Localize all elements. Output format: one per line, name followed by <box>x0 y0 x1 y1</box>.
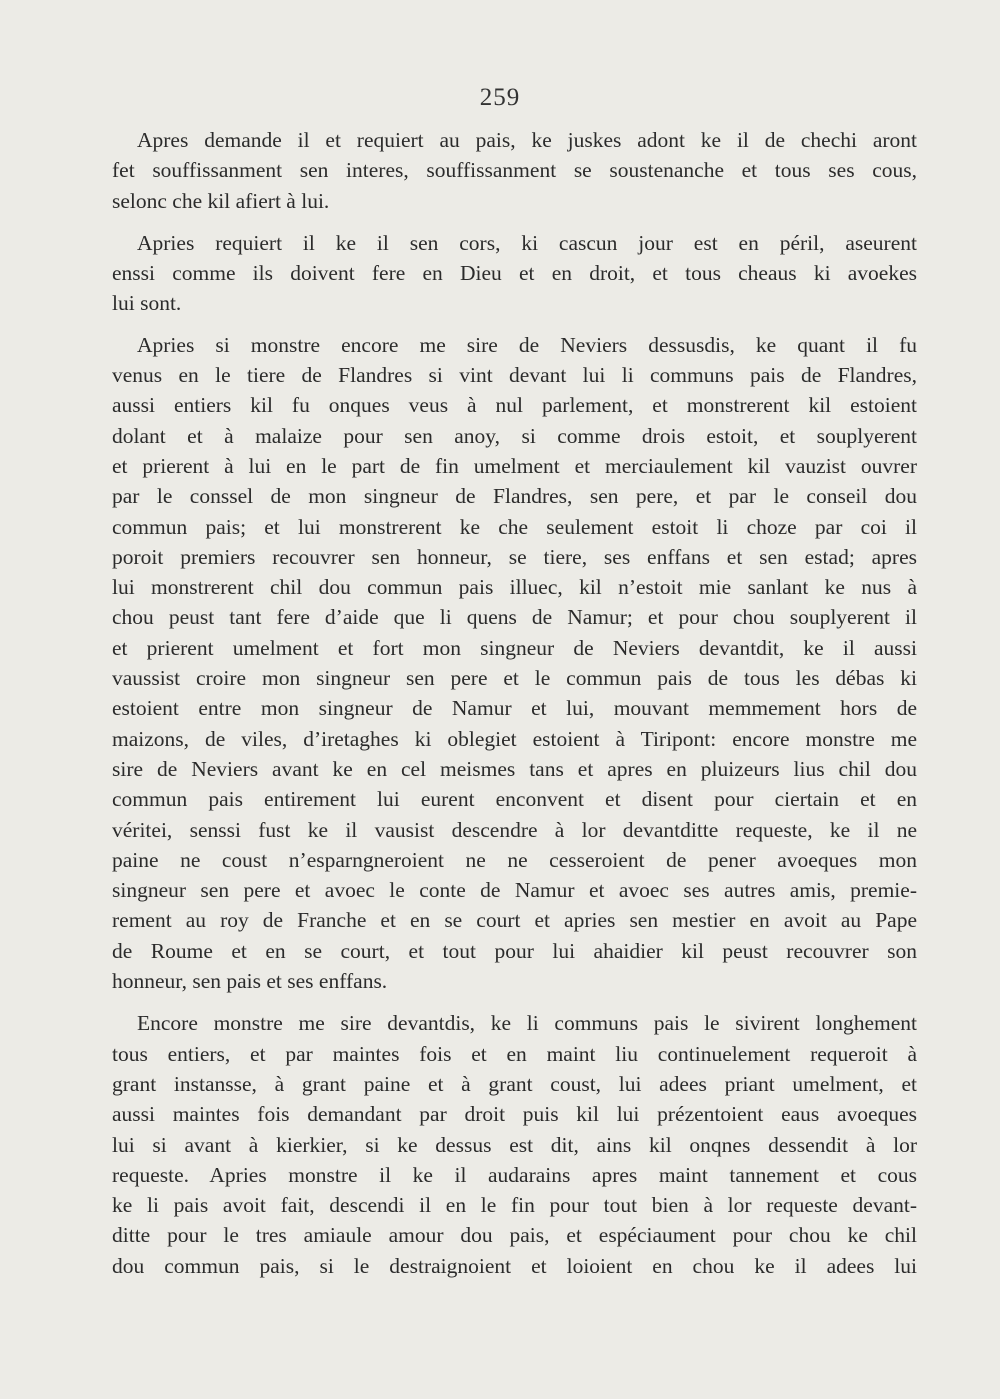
text-line: lui si avant à kierkier, si ke dessus est dit, ains kil onqnes dessendit à lor <box>112 1132 917 1157</box>
text-line: vaussist croire mon singneur sen pere et le commun pais de tous les débas ki <box>112 666 917 691</box>
text-line: estoient entre mon singneur de Namur et lui, mouvant memmement hors de <box>112 696 917 721</box>
text-line: ke li pais avoit fait, descendi il en le fin pour tout bien à lor requeste devant- <box>112 1193 917 1218</box>
text-line: et prierent umelment et fort mon singneur de Neviers devantdit, ke il aussi <box>112 635 917 660</box>
text-line: véritei, senssi fust ke il vausist descendre à lor devantditte requeste, ke il ne <box>112 817 917 842</box>
text-line: tous entiers, et par maintes fois et en maint liu continuelement requeroit à <box>112 1041 917 1066</box>
body-text <box>112 125 917 1281</box>
paragraph <box>112 330 917 997</box>
text-line: paine ne coust n’esparngneroient ne ne cesseroient de pener avoeques mon <box>112 847 917 872</box>
text-line: Encore monstre me sire devantdis, ke li communs pais le sivirent longhement <box>137 1011 917 1036</box>
text-line: et prierent à lui en le part de fin umelment et merciaulement kil vauzist ouvrer <box>112 453 917 478</box>
paragraph <box>112 228 917 319</box>
text-line: dolant et à malaize pour sen anoy, si comme drois estoit, et souplyerent <box>112 423 917 448</box>
paragraph <box>112 125 917 216</box>
text-line: fet souffissanment sen interes, souffissanment se soustenanche et tous ses cous, <box>112 158 917 183</box>
text-line: Apries si monstre encore me sire de Neviers dessusdis, ke quant il fu <box>137 332 917 357</box>
text-line: aussi entiers kil fu onques veus à nul parlement, et monstrerent kil estoient <box>112 393 917 418</box>
text-line: ditte pour le tres amiaule amour dou pais, et espéciaument pour chou ke chil <box>112 1223 917 1248</box>
text-line: lui monstrerent chil dou commun pais illuec, kil n’estoit mie sanlant ke nus à <box>112 575 917 600</box>
text-line: singneur sen pere et avoec le conte de Namur et avoec ses autres amis, premie- <box>112 878 917 903</box>
text-line: rement au roy de Franche et en se court et apries sen mestier en avoit au Pape <box>112 908 917 933</box>
text-line: honneur, sen pais et ses enffans. <box>112 969 388 994</box>
text-line: Apries requiert il ke il sen cors, ki cascun jour est en péril, aseurent <box>137 230 917 255</box>
text-line: commun pais; et lui monstrerent ke che seulement estoit li choze par coi il <box>112 514 917 539</box>
text-line: grant instansse, à grant paine et à grant coust, lui adees priant umelment, et <box>112 1071 917 1096</box>
text-line: venus en le tiere de Flandres si vint devant lui li communs pais de Flandres, <box>112 363 917 388</box>
text-line: aussi maintes fois demandant par droit puis kil lui prézentoient eaus avoeques <box>112 1102 917 1127</box>
text-line: selonc che kil afiert à lui. <box>112 188 330 213</box>
text-line: enssi comme ils doivent fere en Dieu et en droit, et tous cheaus ki avoekes <box>112 261 917 286</box>
text-line: poroit premiers recouvrer sen honneur, se tiere, ses enffans et sen estad; apres <box>112 544 917 569</box>
page-number: 259 <box>479 84 521 111</box>
text-line: commun pais entirement lui eurent enconvent et disent pour ciertain et en <box>112 787 917 812</box>
paragraph <box>112 1008 917 1281</box>
text-line: maizons, de viles, d’iretaghes ki oblegiet estoient à Tiripont: encore monstre me <box>112 726 917 751</box>
text-line: par le conssel de mon singneur de Flandres, sen pere, et par le conseil dou <box>112 484 917 509</box>
text-line: requeste. Apries monstre il ke il audarains apres maint tannement et cous <box>112 1162 917 1187</box>
text-line: Apres demande il et requiert au pais, ke juskes adont ke il de chechi aront <box>137 128 917 152</box>
text-line: sire de Neviers avant ke en cel meismes tans et apres en pluizeurs lius chil dou <box>112 756 917 781</box>
text-line: lui sont. <box>112 291 182 316</box>
text-line: de Roume et en se court, et tout pour lui ahaidier kil peust recouvrer son <box>112 938 917 963</box>
text-line: dou commun pais, si le destraignoient et loioient en chou ke il adees lui <box>112 1253 917 1278</box>
text-line: chou peust tant fere d’aide que li quens de Namur; et pour chou souplyerent il <box>112 605 917 630</box>
